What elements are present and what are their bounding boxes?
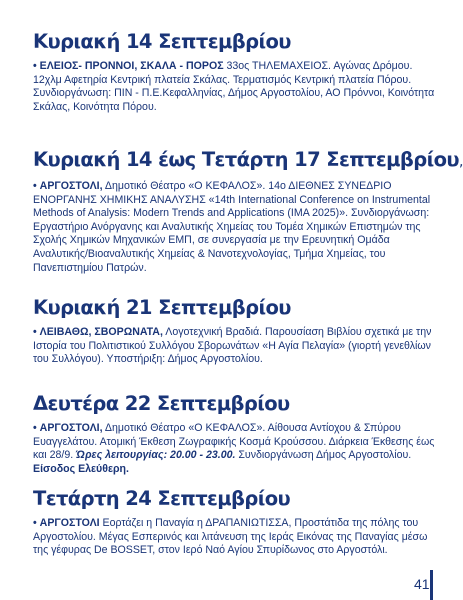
bullet: • <box>33 60 37 72</box>
event-location: ΕΛΕΙΟΣ- ΠΡΟΝΝΟΙ, ΣΚΑΛΑ - ΠΟΡΟΣ <box>39 60 224 72</box>
event-text: Λογοτεχνική Βραδιά. Παρουσίαση Βιβλίου σχετικά με την Ιστορία του Πολιτιστικού Συλλόγου Σβορωνάτων «Η Αγία Πελαγία» (γιορτή γενεθλίων του Συλλόγου). Υποστήριξη: Δήμος Αργοστολίου. <box>33 326 432 366</box>
event-text: 33ος ΤΗΛΕΜΑΧΕΙΟΣ. Αγώνας Δρόμου. 12χλμ Αφετηρία Κεντρική πλατεία Σκάλας. Τερματισμός Κεντρική πλατεία Πόρου. Συνδιοργάνωση: ΠΙΝ - Π.Ε.Κεφαλληνίας, Δήμος Αργοστολίου, ΑΟ Πρόννοι, Κοινότητα Σκάλας, Κοινότητα Πόρου. <box>33 60 435 113</box>
event-text-2: Συνδιοργάνωση Δήμος Αργοστολίου. <box>235 449 412 462</box>
event-date-heading: Τετάρτη 24 Σεπτεμβρίου <box>33 487 291 510</box>
event-section-2 <box>33 148 463 275</box>
event-description <box>33 517 443 558</box>
bullet: • <box>33 326 37 338</box>
heading-tail: , <box>458 154 463 170</box>
event-date-heading: Δευτέρα 22 Σεπτεμβρίου <box>33 392 290 415</box>
page-number-bar <box>430 570 433 600</box>
event-date-heading: Κυριακή 14 Σεπτεμβρίου <box>33 30 291 53</box>
event-description <box>33 60 443 114</box>
event-description <box>33 326 443 367</box>
event-location: ΑΡΓΟΣΤΟΛΙ <box>39 517 100 529</box>
page-number: 41 <box>414 576 430 592</box>
event-section-1 <box>33 30 443 114</box>
bullet: • <box>33 180 37 192</box>
bullet: • <box>33 422 37 434</box>
opening-hours: Ώρες λειτουργίας: 20.00 - 23.00. <box>76 449 236 462</box>
event-description <box>33 422 443 476</box>
event-text: Δημοτικό Θέατρο «Ο ΚΕΦΑΛΟΣ». 14ο ΔΙΕΘΝΕΣ ΣΥΝΕΔΡΙΟ ΕΝΟΡΓΑΝΗΣ ΧΗΜΙΚΗΣ ΑΝΑΛΥΣΗΣ «14th International Conference on Instrumental Methods of Analysis: Modern Trends and Applications (IMA 2025)». Συνδιοργάνωση: Εργαστήριο Ανόργανης και Αναλυτικής Χημείας του Τομέα Χημικών Επιστημών της Σχολής Χημικών Μηχανικών ΕΜΠ, σε συνεργασία με την Ερευνητική Ομάδα Αναλυτικής/Βιοαναλυτικής Χημείας & Νανοτεχνολογίας, Τμήμα Χημείας, του Πανεπιστημίου Πατρών. <box>33 180 431 274</box>
bullet: • <box>33 517 37 529</box>
event-location: ΑΡΓΟΣΤΟΛΙ, <box>39 180 103 192</box>
event-location: ΛΕΙΒΑΘΩ, ΣΒΟΡΩΝΑΤΑ, <box>39 326 163 338</box>
free-entry: Είσοδος Ελεύθερη. <box>33 462 129 475</box>
event-location: ΑΡΓΟΣΤΟΛΙ, <box>39 422 103 434</box>
event-date-heading: Κυριακή 21 Σεπτεμβρίου <box>33 296 291 319</box>
heading-text: Κυριακή 14 έως Τετάρτη 17 Σεπτεμβρίου <box>33 148 459 171</box>
event-section-5 <box>33 487 443 558</box>
event-text: Δημοτικό Θέατρο «Ο ΚΕΦΑΛΟΣ». Αίθουσα Αντίοχου & Σπύρου Ευαγγελάτου. Ατομική Έκθεση Ζωγραφικής Κοσμά Κρούσσου. Διάρκεια Έκθεσης έως και 28/9. <box>33 422 435 462</box>
event-text: Εορτάζει η Παναγία η ΔΡΑΠΑΝΙΩΤΙΣΣΑ, Προστάτιδα της πόλης του Αργοστολίου. Μέγας Εσπερινός και λιτάνευση της Ιεράς Εικόνας της Παναγίας μέσω της γέφυρας De BOSSET, στον Ιερό Ναό Αγίου Σπυρίδωνος στο Αργοστόλι. <box>33 517 428 557</box>
event-section-3 <box>33 296 443 367</box>
event-date-heading <box>33 148 463 174</box>
event-section-4 <box>33 392 443 476</box>
event-description <box>33 180 443 275</box>
